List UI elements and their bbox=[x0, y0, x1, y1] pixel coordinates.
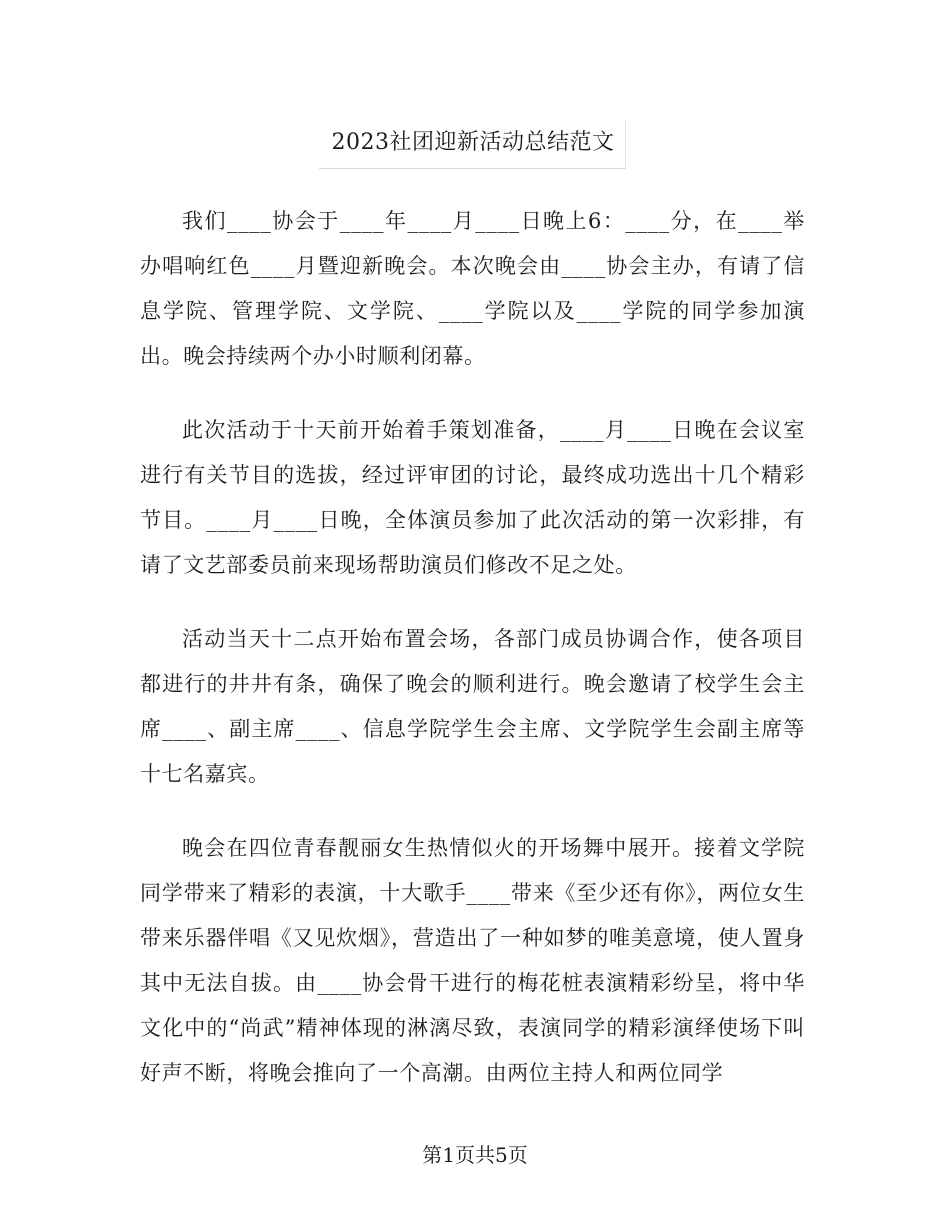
document-body bbox=[140, 199, 805, 1125]
paragraph-4: 晚会在四位青春靓丽女生热情似火的开场舞中展开。接着文学院同学带来了精彩的表演，十大歌手____带来《至少还有你》，两位女生带来乐器伴唱《又见炊烟》，营造出了一种如梦的唯美意境，使人置身其中无法自拔。由____协会骨干进行的梅花桩表演精彩纷呈，将中华文化中的“尚武”精神体现的淋漓尽致，表演同学的精彩演绎使场下叫好声不断，将晚会推向了一个高潮。由两位主持人和两位同学 bbox=[140, 836, 805, 1085]
page-number-footer: 第1页共5页 bbox=[422, 1143, 528, 1167]
paragraph-3: 活动当天十二点开始布置会场，各部门成员协调合作，使各项目都进行的井井有条，确保了晚会的顺利进行。晚会邀请了校学生会主席____、副主席____、信息学院学生会主席、文学院学生会副主席等十七名嘉宾。 bbox=[140, 627, 805, 786]
page-title: 2023社团迎新活动总结范文 bbox=[331, 130, 615, 155]
paragraph-1: 我们____协会于____年____月____日晚上6：____分，在____举办唱响红色____月暨迎新晚会。本次晚会由____协会主办，有请了信息学院、管理学院、文学院、____学院以及____学院的同学参加演出。晚会持续两个办小时顺利闭幕。 bbox=[140, 209, 805, 368]
paragraph-2: 此次活动于十天前开始着手策划准备，____月____日晚在会议室进行有关节目的选拔，经过评审团的讨论，最终成功选出十几个精彩节目。____月____日晚，全体演员参加了此次活动的第一次彩排，有请了文艺部委员前来现场帮助演员们修改不足之处。 bbox=[140, 418, 805, 577]
